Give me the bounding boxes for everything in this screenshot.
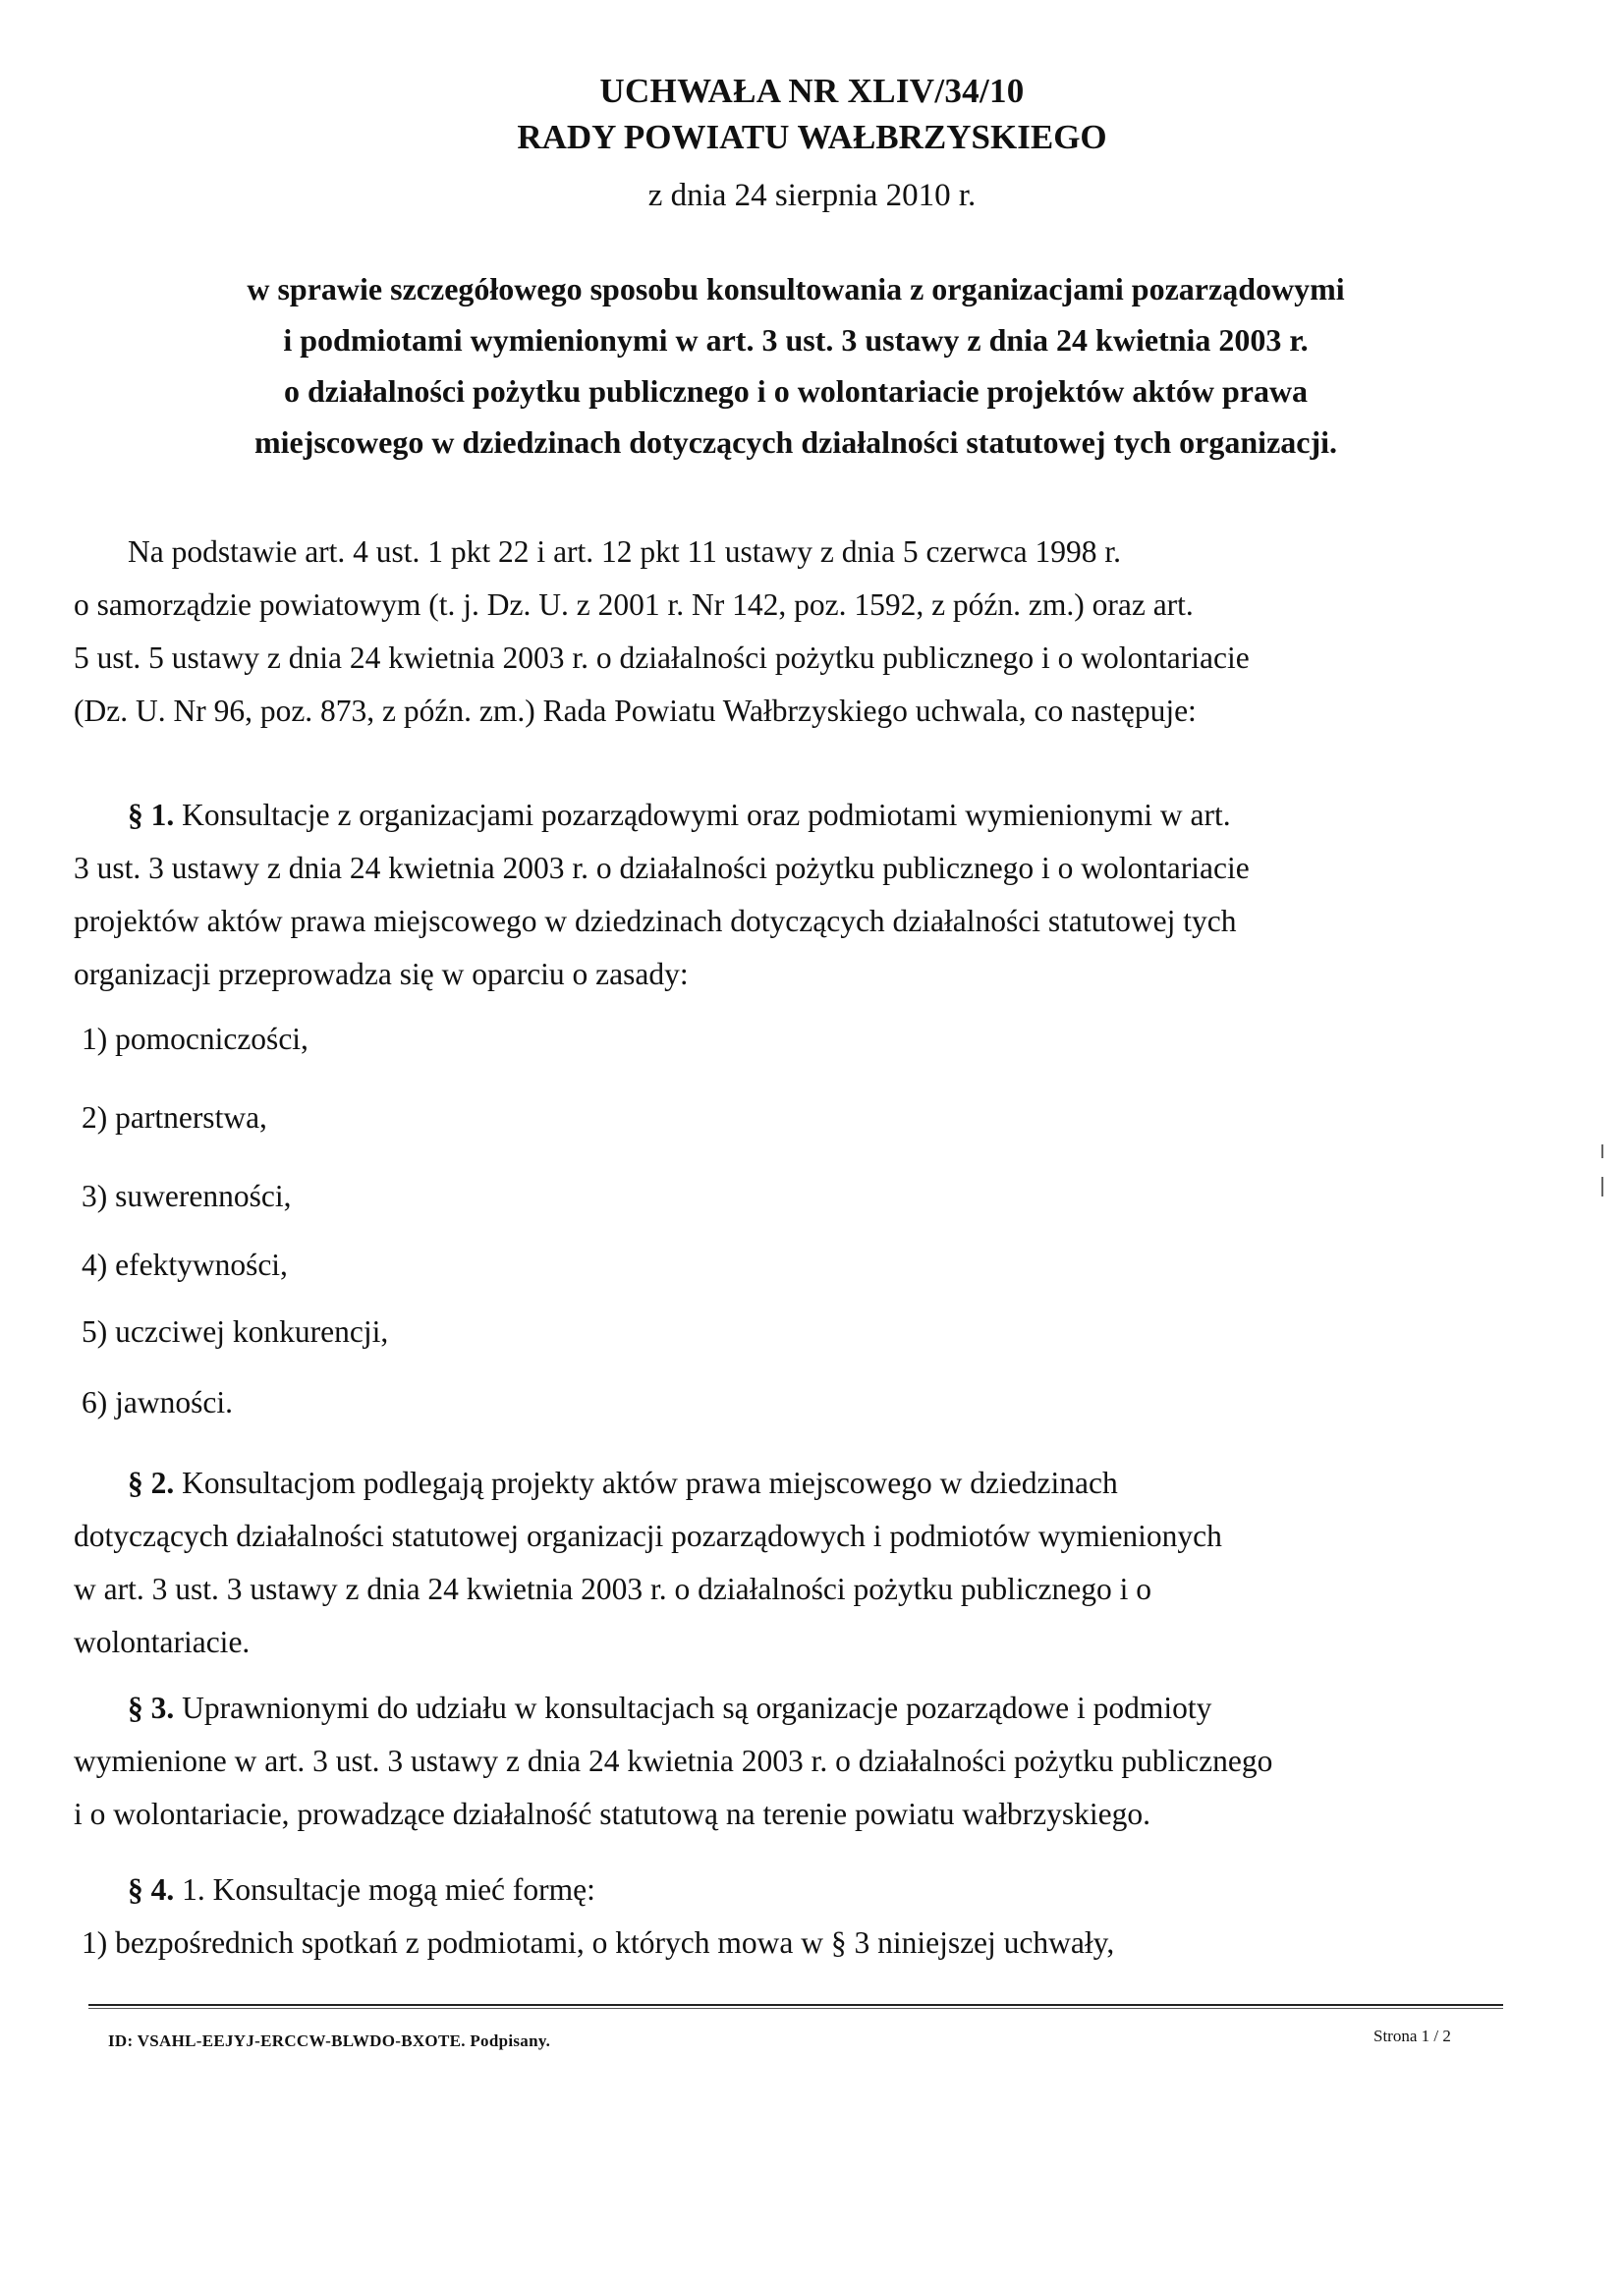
section-3 — [74, 1682, 1469, 1841]
list-item: 2) partnerstwa, — [82, 1100, 267, 1135]
preamble — [74, 526, 1469, 738]
section-text: Konsultacje z organizacjami pozarządowymi oraz podmiotami wymienionymi w art. — [182, 798, 1231, 832]
section-1 — [74, 789, 1469, 1001]
resolution-issuer: RADY POWIATU WAŁBRZYSKIEGO — [517, 118, 1107, 156]
subject-line: miejscowego w dziedzinach dotyczących działalności statutowej tych organizacji. — [253, 424, 1338, 460]
subject-line: o działalności pożytku publicznego i o wolontariacie projektów aktów prawa — [283, 373, 1309, 409]
footer-divider — [88, 2008, 1503, 2009]
section-2 — [74, 1457, 1469, 1669]
preamble-line: 5 ust. 5 ustawy z dnia 24 kwietnia 2003 r. o działalności pożytku publicznego i o wolontariacie — [74, 640, 1250, 675]
list-item: 4) efektywności, — [82, 1248, 288, 1282]
section-marker: § 2. — [128, 1466, 175, 1500]
document-id: ID: VSAHL-EEJYJ-ERCCW-BLWDO-BXOTE. Podpisany. — [108, 2031, 551, 2050]
list-item: 1) pomocniczości, — [82, 1022, 308, 1056]
page-number: Strona 1 / 2 — [1373, 2027, 1451, 2045]
section-text: projektów aktów prawa miejscowego w dziedzinach dotyczących działalności statutowej tych — [74, 904, 1237, 938]
subject-line: i podmiotami wymienionymi w art. 3 ust. 3 ustawy z dnia 24 kwietnia 2003 r. — [283, 322, 1309, 358]
list-item: 6) jawności. — [82, 1385, 233, 1419]
footer-divider — [88, 2004, 1503, 2006]
preamble-line: o samorządzie powiatowym (t. j. Dz. U. z 2001 r. Nr 142, poz. 1592, z późn. zm.) oraz art. — [74, 587, 1194, 622]
section-text: 3 ust. 3 ustawy z dnia 24 kwietnia 2003 r. o działalności pożytku publicznego i o wolontariacie — [74, 851, 1250, 885]
section-text: Uprawnionymi do udziału w konsultacjach są organizacje pozarządowe i podmioty — [182, 1691, 1212, 1725]
section-text: 1. Konsultacje mogą mieć formę: — [182, 1872, 595, 1907]
section-text: organizacji przeprowadza się w oparciu o zasady: — [74, 957, 689, 991]
section-text: Konsultacjom podlegają projekty aktów prawa miejscowego w dziedzinach — [182, 1466, 1118, 1500]
scan-artifact — [1601, 1144, 1603, 1158]
scan-artifact — [1601, 1177, 1603, 1196]
list-item: 3) suwerenności, — [82, 1179, 292, 1213]
resolution-title: UCHWAŁA NR XLIV/34/10 — [599, 72, 1025, 110]
resolution-subject — [88, 263, 1503, 468]
section-text: wymienione w art. 3 ust. 3 ustawy z dnia 24 kwietnia 2003 r. o działalności pożytku publicznego — [74, 1744, 1273, 1778]
section-text: w art. 3 ust. 3 ustawy z dnia 24 kwietnia 2003 r. o działalności pożytku publicznego i o — [74, 1572, 1152, 1606]
section-text: i o wolontariacie, prowadzące działalność statutową na terenie powiatu wałbrzyskiego. — [74, 1797, 1150, 1831]
subject-line: w sprawie szczegółowego sposobu konsultowania z organizacjami pozarządowymi — [247, 271, 1345, 306]
preamble-line: Na podstawie art. 4 ust. 1 pkt 22 i art. 12 pkt 11 ustawy z dnia 5 czerwca 1998 r. — [128, 534, 1121, 569]
section-marker: § 4. — [128, 1872, 175, 1907]
section-text: dotyczących działalności statutowej organizacji pozarządowych i podmiotów wymienionych — [74, 1519, 1222, 1553]
section-marker: § 3. — [128, 1691, 175, 1725]
section-marker: § 1. — [128, 798, 175, 832]
list-item: 5) uczciwej konkurencji, — [82, 1314, 389, 1349]
preamble-line: (Dz. U. Nr 96, poz. 873, z późn. zm.) Rada Powiatu Wałbrzyskiego uchwala, co następuje: — [74, 694, 1197, 728]
list-item: 1) bezpośrednich spotkań z podmiotami, o których mowa w § 3 niniejszej uchwały, — [82, 1925, 1115, 1960]
resolution-date: z dnia 24 sierpnia 2010 r. — [647, 178, 977, 213]
section-4 — [74, 1864, 1469, 1970]
section-text: wolontariacie. — [74, 1625, 251, 1659]
